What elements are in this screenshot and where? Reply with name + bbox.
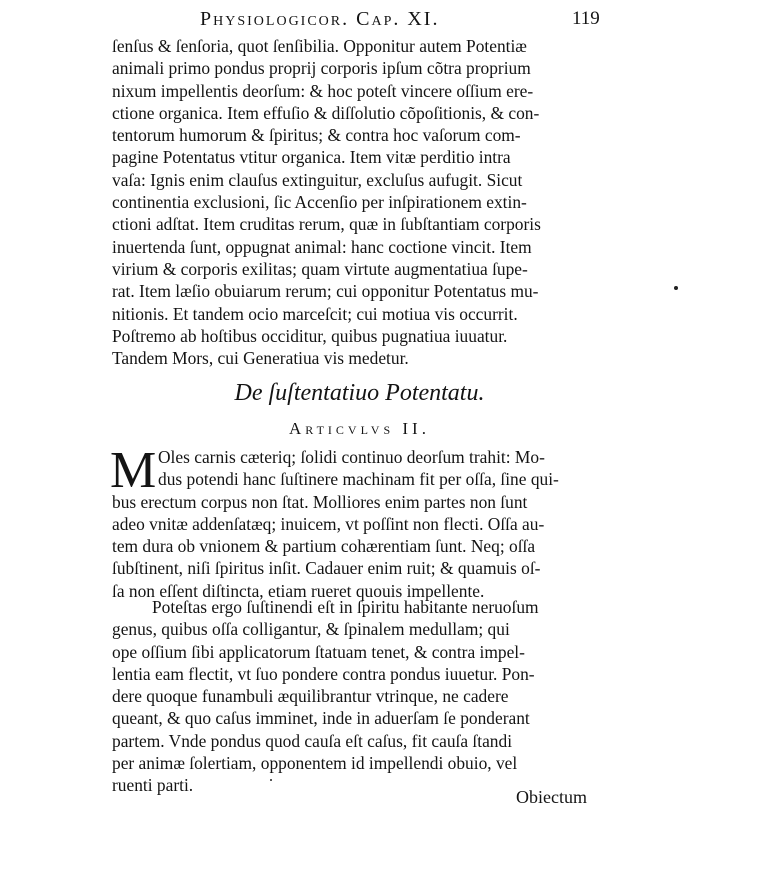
article-heading: Articvlvs II. xyxy=(289,419,430,438)
paragraph-2 xyxy=(110,442,607,602)
text-line: dus potendi hanc ſuſtinere machinam fit per oſſa, ſine qui- xyxy=(158,469,559,490)
drop-cap-initial: M xyxy=(110,442,157,499)
text-line: ctioni adſtat. Item cruditas rerum, quæ in ſubſtantiam corporis xyxy=(112,214,541,235)
text-line: partem. Vnde pondus quod cauſa eſt caſus, fit cauſa ſtandi xyxy=(112,730,513,751)
text-line: ope oſſium ſibi applicatorum ſtatuam tenet, & contra impel- xyxy=(112,641,525,662)
paragraph-3 xyxy=(112,596,607,797)
ink-speck xyxy=(674,286,678,290)
text-line: pagine Potentatus vtitur organica. Item vitæ perditio intra xyxy=(112,147,511,168)
text-line: Poteſtas ergo ſuſtinendi eſt in ſpiritu habitante neruoſum xyxy=(152,597,539,617)
text-line: animali primo pondus proprij corporis ipſum cõtra proprium xyxy=(112,58,531,79)
text-line: nixum impellentis deorſum: & hoc poteſt vincere oſſium ere- xyxy=(112,80,534,101)
text-line: bus erectum corpus non ſtat. Molliores enim partes non ſunt xyxy=(112,491,528,512)
text-line: vaſa: Ignis enim clauſus extinguitur, excluſus aufugit. Sicut xyxy=(112,169,523,190)
text-line: continentia exclusioni, ſic Accenſio per inſpirationem extin- xyxy=(112,192,527,213)
text-line: queant, & quo caſus imminet, inde in aduerſam ſe ponderant xyxy=(112,708,530,729)
text-line: ctione organica. Item effuſio & diſſolutio cõpoſitionis, & con- xyxy=(112,102,540,123)
text-line: per animæ ſolertiam, opponentem id impellendi obuio, vel xyxy=(112,753,518,774)
page-number: 119 xyxy=(572,8,600,29)
text-line: tem dura ob vnionem & partium cohærentiam ſunt. Neq; oſſa xyxy=(112,536,536,557)
text-line: Tandem Mors, cui Generatiua vis medetur. xyxy=(112,348,409,369)
text-line: tentorum humorum & ſpiritus; & contra hoc vaſorum com- xyxy=(112,125,521,146)
text-line: rat. Item læſio obuiarum rerum; cui opponitur Potentatus mu- xyxy=(112,281,539,302)
running-head: Physiologicor. Cap. XI. xyxy=(200,8,440,30)
text-line: inuertenda ſunt, oppugnat animal: hanc coctione vincit. Item xyxy=(112,236,532,257)
text-line: Poſtremo ab hoſtibus occiditur, quibus pugnatiua iuuatur. xyxy=(112,325,508,346)
section-title: De ſuſtentatiuo Potentatu. xyxy=(234,380,485,406)
text-line: ſa non eſſent diſtincta, etiam rueret quouis impellente. xyxy=(112,580,485,601)
text-line: ruenti parti. xyxy=(112,775,194,796)
paragraph-1 xyxy=(112,35,607,369)
ink-speck xyxy=(270,779,272,781)
text-line: lentia eam flectit, vt ſuo pondere contra pondus iuuetur. Pon- xyxy=(112,663,535,684)
text-line: adeo vnitæ addenſatæq; inuicem, vt poſſint non flecti. Oſſa au- xyxy=(112,513,545,534)
text-line: virium & corporis exilitas; quam virtute augmentatiua ſupe- xyxy=(112,258,528,279)
text-line: dere quoque funambuli æquilibrantur vtrinque, ne cadere xyxy=(112,686,509,707)
text-line: ſenſus & ſenſoria, quot ſenſibilia. Opponitur autem Potentiæ xyxy=(112,36,527,56)
text-line: ſubſtinent, niſi ſpiritus inſit. Cadauer enim ruit; & quamuis oſ- xyxy=(112,558,541,579)
text-line: genus, quibus oſſa colligantur, & ſpinalem medullam; qui xyxy=(112,619,510,640)
text-line: Oles carnis cæteriq; ſolidi continuo deorſum trahit: Mo- xyxy=(158,447,545,467)
text-line: nitionis. Et tandem ocio marceſcit; cui motiua vis occurrit. xyxy=(112,303,518,324)
catchword: Obiectum xyxy=(516,787,587,807)
